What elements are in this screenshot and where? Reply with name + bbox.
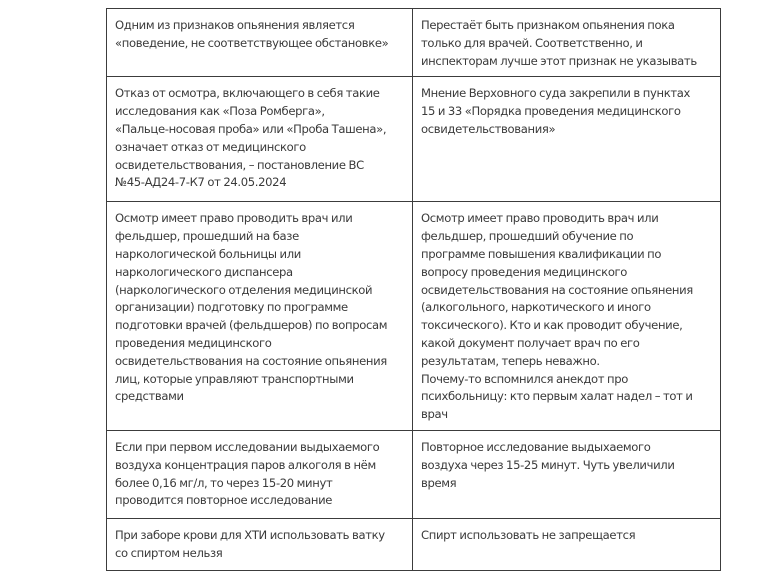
cell-text: Повторное исследование выдыхаемого воздуха через 15-25 минут. Чуть увеличили время xyxy=(421,439,675,490)
cell-text: Спирт использовать не запрещается xyxy=(421,527,636,542)
table-cell-new-rule xyxy=(413,9,721,77)
cell-text: Если при первом исследовании выдыхаемого воздуха концентрация паров алкоголя в нём более 0,16 мг/л, то через 15-20 минут проводится повторное исследование xyxy=(115,439,380,508)
cell-text: Мнение Верховного суда закрепили в пунктах 15 и 33 «Порядка проведения медицинского освидетельствования» xyxy=(421,86,691,136)
cell-text: Одним из признаков опьянения является «поведение, не соответствующее обстановке» xyxy=(115,18,389,50)
table-row xyxy=(107,9,721,77)
comparison-table xyxy=(106,8,721,571)
table-row xyxy=(107,202,721,431)
table-cell-old-rule xyxy=(107,9,413,77)
cell-text: При заборе крови для ХТИ использовать ватку со спиртом нельзя xyxy=(115,527,385,560)
cell-text: Осмотр имеет право проводить врач или фельдшер, прошедший на базе наркологической больницы или наркологического диспансера (наркологического отделения медицинской организации) подготовку по программе подготовки врачей (фельдшеров) по вопросам проведения медицинского освидетельствования на состояние опьянения лиц, которые управляют транспортными средствами xyxy=(115,211,388,404)
cell-text: Осмотр имеет право проводить врач или фельдшер, прошедший обучение по программе повышения квалификации по вопросу проведения медицинского освидетельствования на состояние опьянения (алкогольного, наркотического и иного токсического). Кто и как проводит обучение, какой документ получает врач по его результатам, теперь неважно. Почему-то вспомнился анекдот про психбольницу: кто первым халат надел – тот и врач xyxy=(421,211,693,422)
table-cell-new-rule xyxy=(413,518,721,570)
table-cell-new-rule xyxy=(413,77,721,202)
table-cell-old-rule xyxy=(107,202,413,431)
table-row xyxy=(107,518,721,570)
cell-text: Перестаёт быть признаком опьянения пока только для врачей. Соответственно, и инспекторам лучше этот признак не указывать xyxy=(421,18,697,68)
table-cell-old-rule xyxy=(107,430,413,518)
table-cell-old-rule xyxy=(107,518,413,570)
table-cell-new-rule xyxy=(413,430,721,518)
cell-text: Отказ от осмотра, включающего в себя такие исследования как «Поза Ромберга», «Пальце-носовая проба» или «Проба Ташена», означает отказ от медицинского освидетельствования, – постановление ВС №45-АД24-7-К7 от 24.05.2024 xyxy=(115,86,387,190)
table-cell-old-rule xyxy=(107,77,413,202)
table-row xyxy=(107,430,721,518)
table-row xyxy=(107,77,721,202)
table-cell-new-rule xyxy=(413,202,721,431)
